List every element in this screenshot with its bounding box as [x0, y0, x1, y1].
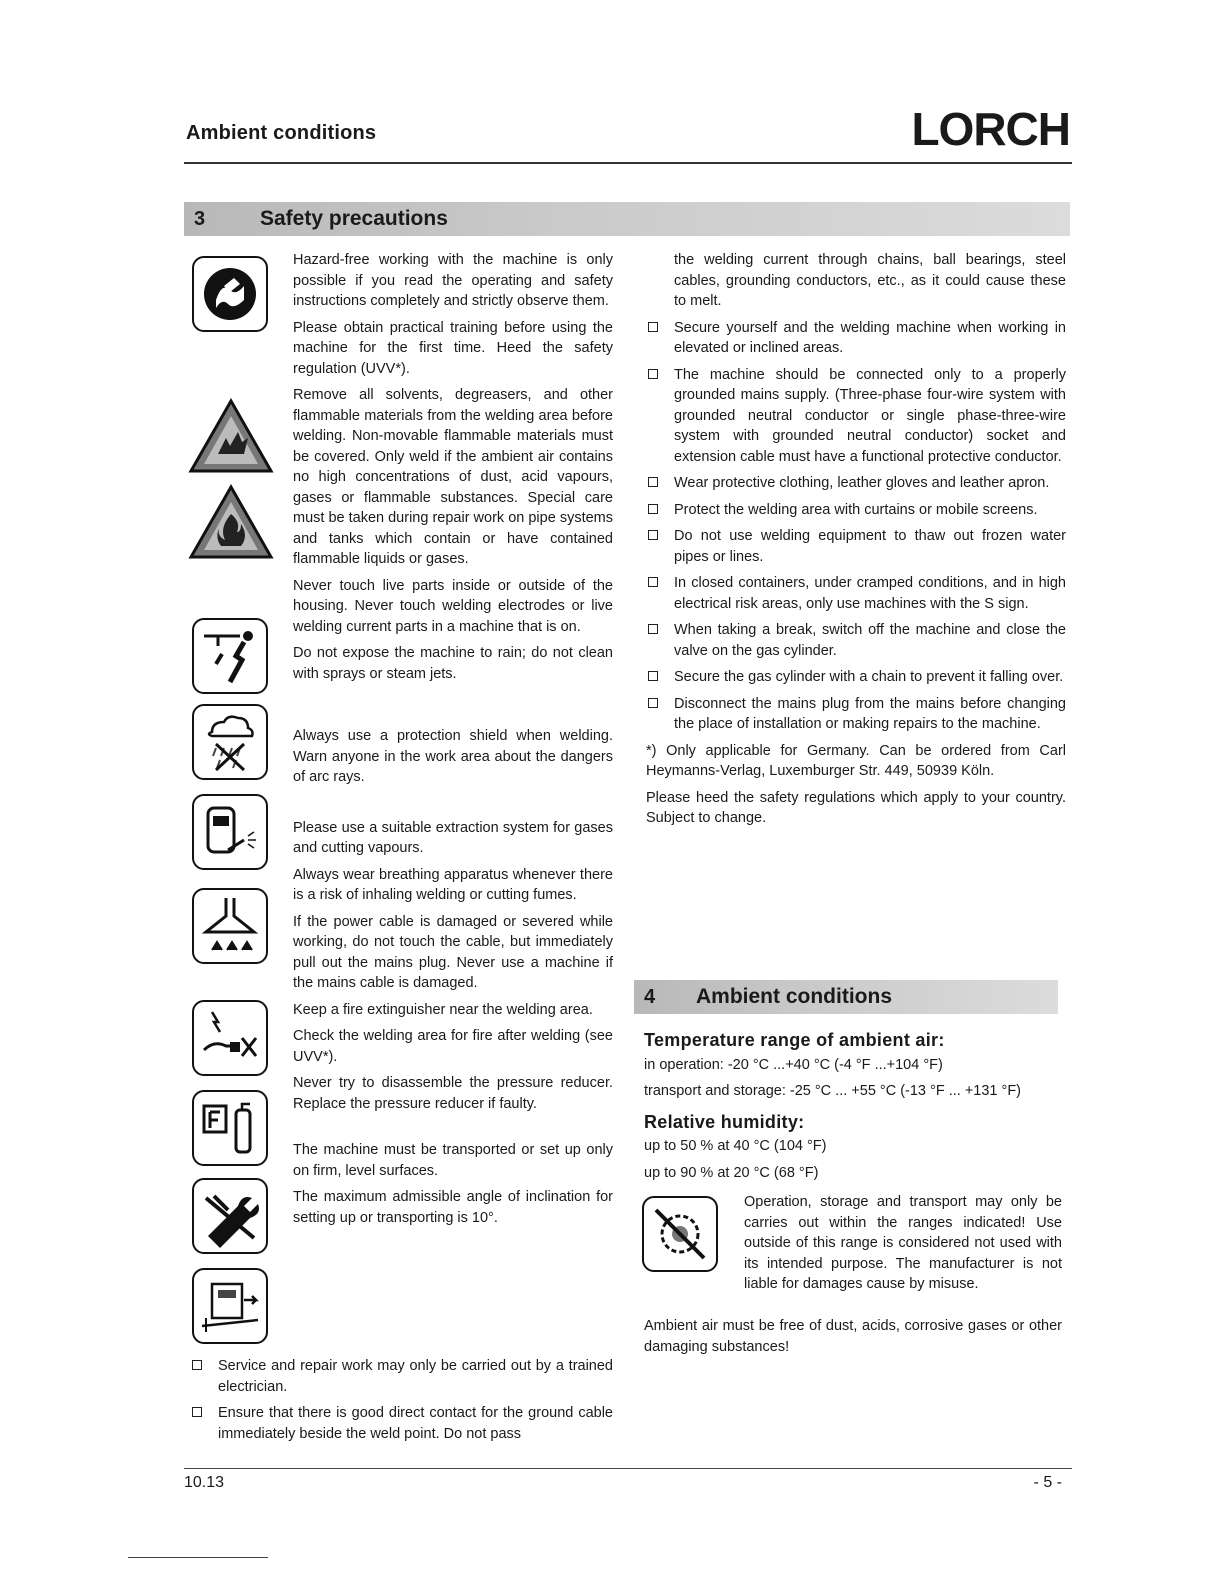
paragraph: Never touch live parts inside or outside of the housing. Never touch welding electrodes or live welding current parts in a machine that is on. [293, 577, 613, 635]
paragraph: The machine must be transported or set up only on firm, level surfaces. [293, 1142, 613, 1179]
section-4-number: 4 [644, 985, 656, 1008]
paragraph: The maximum admissible angle of inclination for setting up or transporting is 10°. [293, 1189, 613, 1226]
inclination-icon [192, 1268, 268, 1344]
flammable-warning-icon [188, 484, 274, 560]
paragraph: Never try to disassemble the pressure reducer. Replace the pressure reducer if faulty. [293, 1075, 613, 1112]
page-header-title: Ambient conditions [186, 122, 377, 144]
no-tools-icon [192, 1178, 268, 1254]
operation-note [744, 1192, 1062, 1301]
bullet-item: Protect the welding area with curtains or mobile screens. [646, 500, 1066, 521]
paragraph: Hazard-free working with the machine is only possible if you read the operating and safety instructions completely and strictly observe them. [293, 252, 613, 309]
paragraph: Remove all solvents, degreasers, and other flammable materials from the welding area before welding. Non-movable flammable materials must be covered. Only weld if the ambient air contains no high concentrations of dust, acid vapours, gases or flammable substances. Special care must be taken during repair work on pipe systems and tanks which contain or have contained flammable liquids or gases. [293, 387, 613, 567]
section-4-title: Ambient conditions [696, 985, 892, 1008]
no-rain-icon [192, 704, 268, 780]
paragraph: Please use a suitable extraction system for gases and cutting vapours. [293, 819, 613, 856]
paragraph: Operation, storage and transport may only be carries out within the ranges indicated! Use outside of this range is considered not used with its intended purpose. The manufacturer is not liable for damages cause by misuse. [744, 1194, 1062, 1292]
bullet-item: Secure the gas cylinder with a chain to prevent it falling over. [646, 667, 1066, 688]
bullet-item: The machine should be connected only to a properly grounded mains supply. (Three-phase four-wire system with grounded neutral conductor or single phase-three-wire system with grounded neutral conductor) socket and extension cable must have a functional protective conductor. [646, 365, 1066, 468]
header-rule [184, 162, 1072, 164]
paragraph: Do not expose the machine to rain; do not clean with sprays or steam jets. [293, 645, 613, 682]
checkbox-bullet-icon [648, 322, 658, 332]
checkbox-bullet-icon [648, 477, 658, 487]
checkbox-bullet-icon [648, 624, 658, 634]
damaged-cable-icon [192, 1000, 268, 1076]
checkbox-bullet-icon [192, 1360, 202, 1370]
paragraph: the welding current through chains, ball bearings, steel cables, grounding conductors, etc., as it could cause these to melt. [674, 252, 1066, 309]
fire-extinguisher-icon [192, 1090, 268, 1166]
bullet-item: When taking a break, switch off the machine and close the valve on the gas cylinder. [646, 620, 1066, 661]
section-3-heading [184, 202, 1070, 236]
bullet-item: In closed containers, under cramped conditions, and in high electrical risk areas, only use machines with the S sign. [646, 573, 1066, 614]
section-3-number: 3 [194, 207, 206, 230]
bullet-item: Wear protective clothing, leather gloves and leather apron. [646, 473, 1066, 494]
air-note [644, 1316, 1062, 1363]
paragraph: Ambient air must be free of dust, acids, corrosive gases or other damaging substances! [644, 1318, 1062, 1355]
section-4-content [644, 1024, 1064, 1189]
footer-rule [184, 1468, 1072, 1469]
footnote: *) Only applicable for Germany. Can be ordered from Carl Heymanns-Verlag, Luxemburger Str. 449, 50939 Köln. [646, 742, 1066, 779]
section-3-left-bullets [190, 1356, 613, 1450]
paragraph: Please obtain practical training before using the machine for the first time. Heed the safety regulation (UVV*). [293, 319, 613, 377]
bullet-item: Service and repair work may only be carried out by a trained electrician. [190, 1356, 613, 1397]
section-3-title: Safety precautions [260, 207, 448, 230]
paragraph: Please heed the safety regulations which apply to your country. Subject to change. [646, 789, 1066, 826]
section-4-heading [634, 980, 1058, 1014]
bullet-item: Secure yourself and the welding machine when working in elevated or inclined areas. [646, 318, 1066, 359]
checkbox-bullet-icon [648, 698, 658, 708]
electric-shock-icon [192, 618, 268, 694]
bullet-item: Ensure that there is good direct contact for the ground cable immediately beside the weld point. Do not pass [190, 1403, 613, 1444]
no-gear-misuse-icon [642, 1196, 718, 1272]
temperature-transport: transport and storage: -25 °C ... +55 °C (-13 °F ... +131 °F) [644, 1083, 1021, 1099]
checkbox-bullet-icon [648, 369, 658, 379]
brand-logo: LORCH [911, 103, 1070, 155]
section-3-right-column [646, 250, 1066, 835]
paragraph: Always use a protection shield when welding. Warn anyone in the work area about the dangers of arc rays. [293, 728, 613, 785]
read-manual-icon [192, 256, 268, 332]
checkbox-bullet-icon [648, 530, 658, 540]
paragraph: Keep a fire extinguisher near the welding area. [293, 1001, 593, 1018]
explosion-warning-icon [188, 398, 274, 474]
footer-date: 10.13 [184, 1474, 225, 1491]
bullet-item: Disconnect the mains plug from the mains before changing the place of installation or making repairs to the machine. [646, 694, 1066, 735]
humidity-value: up to 90 % at 20 °C (68 °F) [644, 1164, 819, 1181]
checkbox-bullet-icon [648, 504, 658, 514]
section-3-left-column [293, 250, 613, 1234]
humidity-value: up to 50 % at 40 °C (104 °F) [644, 1138, 827, 1154]
checkbox-bullet-icon [648, 577, 658, 587]
extraction-system-icon [192, 888, 268, 964]
divider [128, 1557, 268, 1558]
paragraph: If the power cable is damaged or severed while working, do not touch the cable, but immediately pull out the mains plug. Never use a machine if the mains cable is damaged. [293, 913, 613, 991]
checkbox-bullet-icon [192, 1407, 202, 1417]
welding-shield-icon [192, 794, 268, 870]
temperature-heading: Temperature range of ambient air: [644, 1030, 945, 1050]
checkbox-bullet-icon [648, 671, 658, 681]
paragraph: Check the welding area for fire after welding (see UVV*). [293, 1028, 613, 1065]
bullet-item: Do not use welding equipment to thaw out frozen water pipes or lines. [646, 526, 1066, 567]
humidity-heading: Relative humidity: [644, 1111, 805, 1132]
temperature-operation: in operation: -20 °C ...+40 °C (-4 °F ...+104 °F) [644, 1056, 943, 1073]
page-number: - 5 - [1033, 1474, 1062, 1491]
paragraph: Always wear breathing apparatus whenever there is a risk of inhaling welding or cutting fumes. [293, 866, 613, 903]
